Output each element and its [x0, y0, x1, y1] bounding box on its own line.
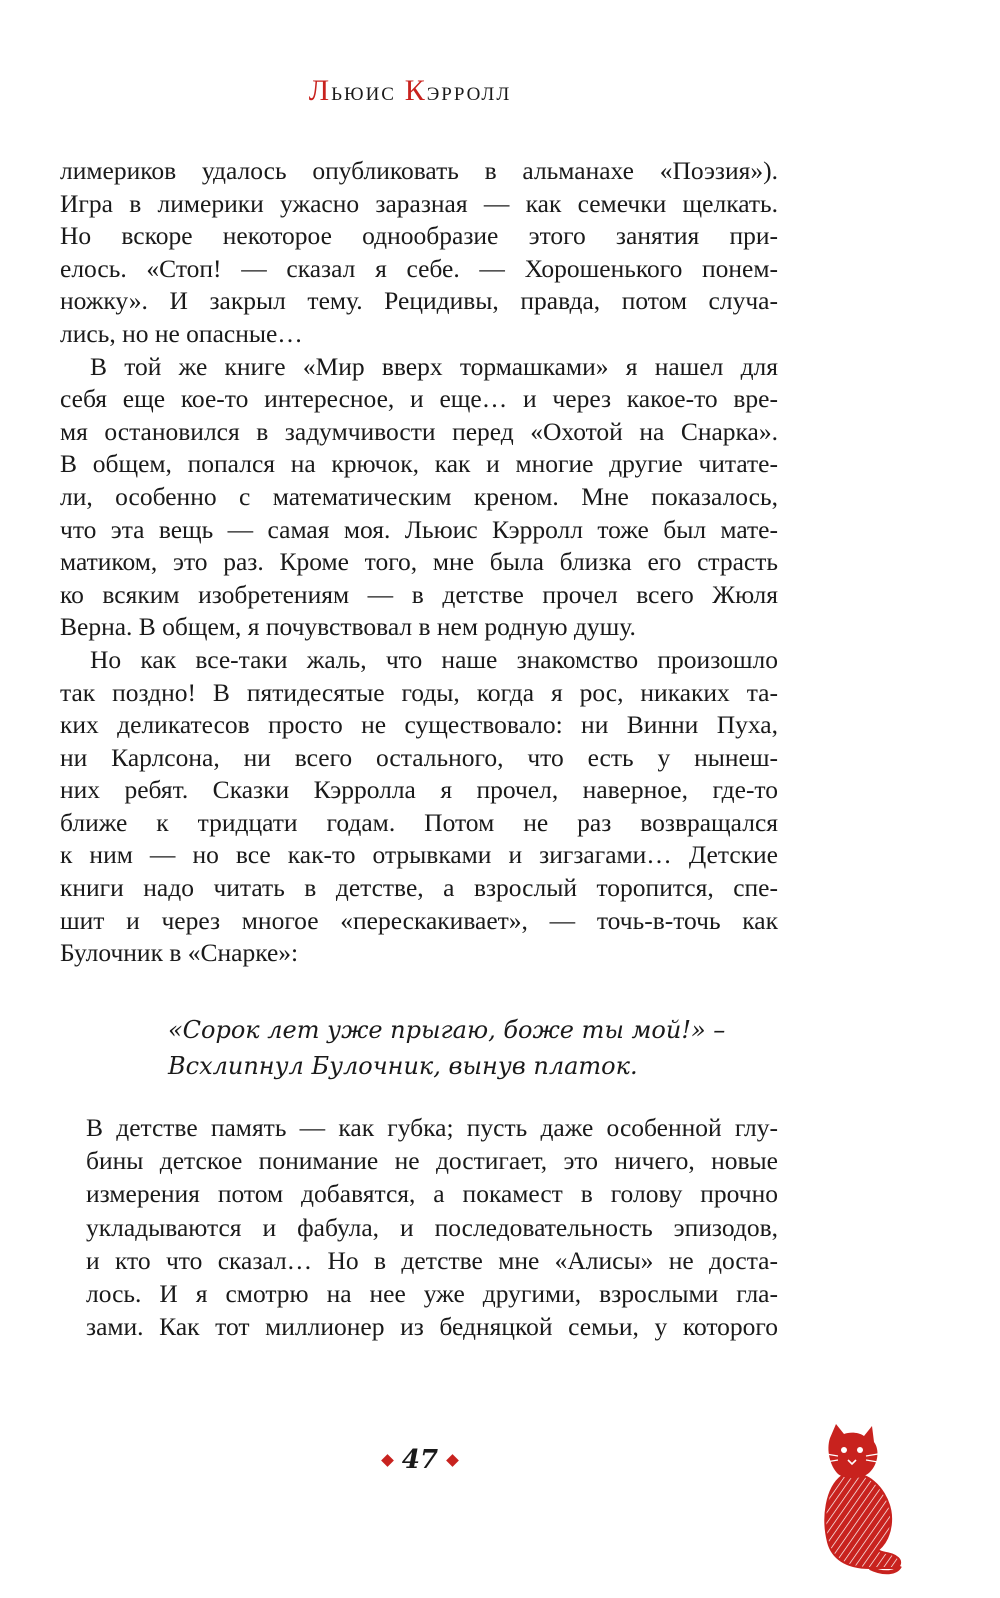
text-line: зами. Как тот миллионер из бедняцкой семьи, у которого [86, 1312, 778, 1342]
text-line: ножку». И закрыл тему. Рецидивы, правда, потом случа- [60, 286, 778, 316]
cat-ornament-icon [812, 1418, 904, 1578]
text-line: Игра в лимерики ужасно заразная — как семечки щелкать. [60, 188, 778, 218]
text-line: измерения потом добавятся, а покамест в голову прочно [86, 1179, 778, 1209]
text-line: В детстве память — как губка; пусть даже особенной глу- [86, 1113, 778, 1142]
text-line: лось. И я смотрю на нее уже другими, взрослыми гла- [86, 1279, 778, 1309]
running-head-cap-1: Л [308, 74, 332, 107]
running-head-cap-2: К [404, 74, 427, 107]
body-text-bottom [86, 1111, 778, 1343]
text-line: В общем, попался на крючок, как и многие другие читате- [60, 449, 778, 479]
text-line: укладываются и фабула, и последовательность эпизодов, [86, 1212, 778, 1242]
verse-quote [168, 1012, 725, 1084]
text-line: В той же книге «Мир вверх тормашками» я нашел для [90, 351, 778, 381]
text-line: лимериков удалось опубликовать в альманахе «Поэзия»). [60, 156, 778, 185]
page-number-text: 47 [401, 1445, 439, 1475]
text-line: к ним — но все как-то отрывками и зигзагами… Детские [60, 840, 778, 870]
text-line: так поздно! В пятидесятые годы, когда я рос, никаких та- [60, 677, 778, 707]
running-head-rest-2: эрролл [426, 76, 512, 106]
text-line: Но вскоре некоторое однообразие этого занятия при- [60, 221, 778, 251]
text-line: шит и через многое «перескакивает», — точь-в-точь как [60, 905, 778, 935]
text-line: что эта вещь — самая моя. Льюис Кэрролл тоже был мате- [60, 514, 778, 544]
text-line: бины детское понимание не достигает, это ничего, новые [86, 1146, 778, 1176]
text-line: Но как все-таки жаль, что наше знакомство произошло [90, 644, 778, 674]
text-line: Булочник в «Снарке»: [60, 938, 299, 968]
running-head [0, 74, 820, 108]
text-line: ких деликатесов просто не существовало: ни Винни Пуха, [60, 710, 778, 740]
text-line: мя остановился в задумчивости перед «Охотой на Снарка». [60, 416, 778, 446]
body-text-top [60, 155, 778, 970]
text-line: ближе к тридцати годам. Потом не раз возвращался [60, 807, 778, 837]
diamond-icon [381, 1454, 394, 1467]
diamond-icon [446, 1454, 459, 1467]
text-line: Верна. В общем, я почувствовал в нем родную душу. [60, 612, 636, 642]
running-head-rest-1: ьюис [331, 76, 405, 106]
text-line: ли, особенно с математическим креном. Мне показалось, [60, 481, 778, 511]
text-line: и кто что сказал… Но в детстве мне «Алисы» не доста- [86, 1245, 778, 1275]
text-line: них ребят. Сказки Кэрролла я прочел, наверное, где-то [60, 775, 778, 805]
text-line: себя еще кое-то интересное, и еще… и через какое-то вре- [60, 384, 778, 414]
text-line: ни Карлсона, ни всего остального, что есть у нынеш- [60, 742, 778, 772]
text-line: елось. «Стоп! — сказал я себе. — Хорошенького понем- [60, 253, 778, 283]
text-line: лись, но не опасные… [60, 318, 303, 348]
text-line: ко всяким изобретениям — в детстве прочел всего Жюля [60, 579, 778, 609]
verse-line: «Сорок лет уже прыгаю, боже ты мой!» – [168, 1016, 726, 1044]
text-line: книги надо читать в детстве, а взрослый торопится, спе- [60, 873, 778, 903]
verse-line: Всхлипнул Булочник, вынув платок. [168, 1052, 638, 1080]
text-line: матиком, это раз. Кроме того, мне была близка его страсть [60, 547, 778, 577]
page-number [360, 1442, 480, 1478]
